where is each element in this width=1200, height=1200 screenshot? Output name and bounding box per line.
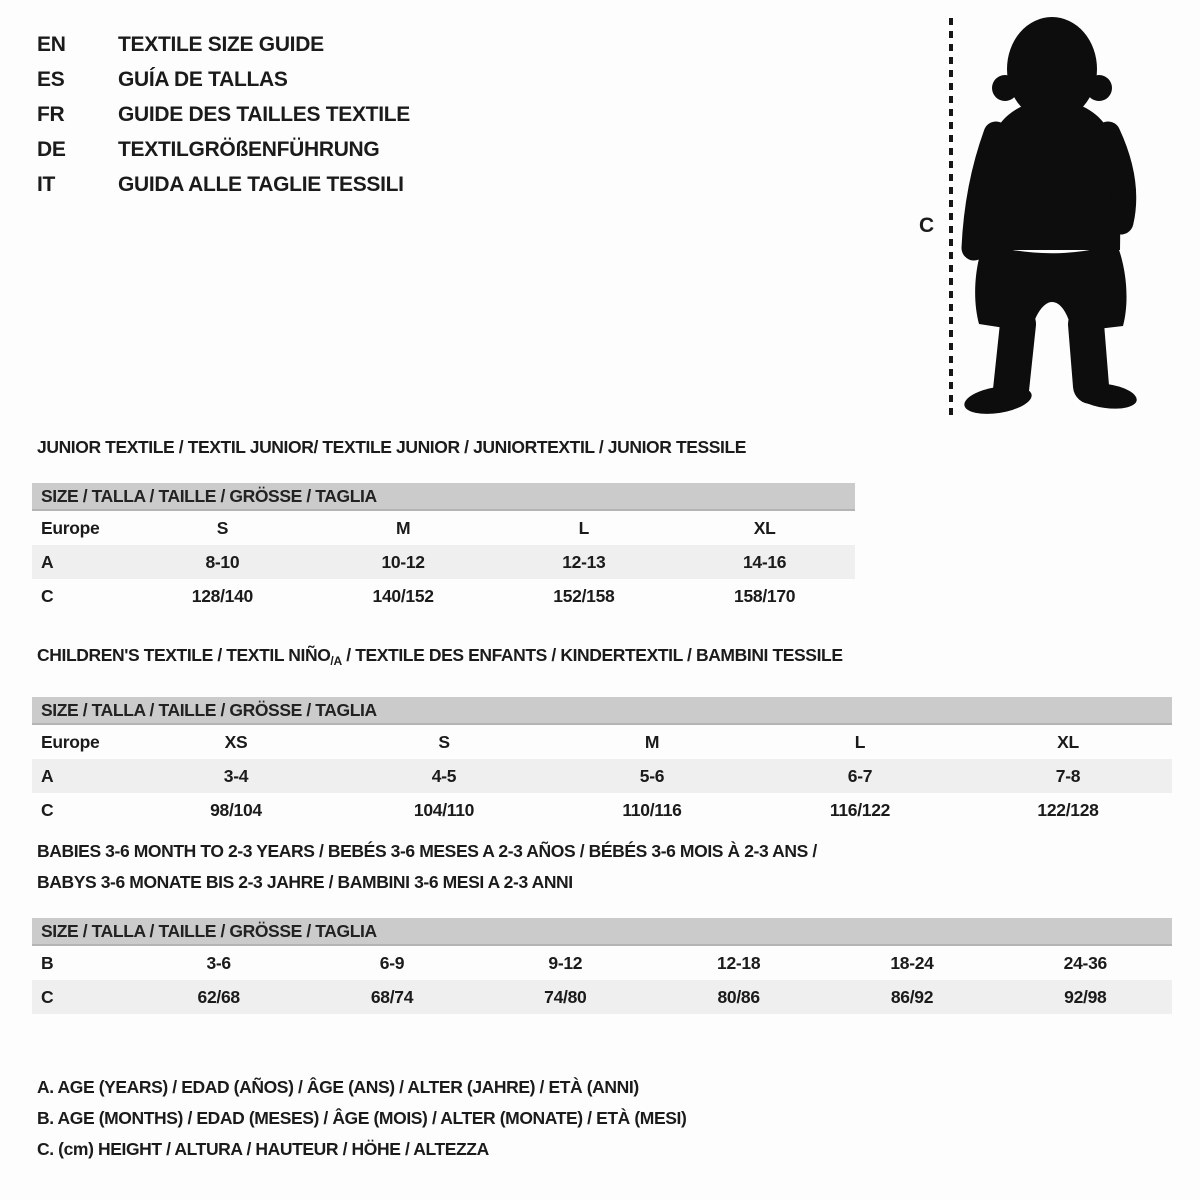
row-label: C [41, 799, 54, 820]
table-row [32, 980, 1172, 1014]
children-textile-section [32, 645, 1172, 827]
cell-value: 7-8 [1055, 765, 1081, 786]
table-row [32, 511, 855, 545]
row-label: A [41, 551, 54, 572]
table-row [32, 725, 1172, 759]
guide-title: GUÍA DE TALLAS [118, 67, 288, 91]
language-title-list [37, 27, 410, 202]
cell-value: 9-12 [548, 952, 583, 973]
cell-value: 6-7 [847, 765, 873, 786]
guide-title: GUIDE DES TAILLES TEXTILE [118, 102, 410, 126]
size-table-header-band [32, 697, 1172, 725]
cell-value: 62/68 [197, 986, 240, 1007]
size-header-label: SIZE / TALLA / TAILLE / GRÖSSE / TAGLIA [41, 699, 377, 720]
language-code: DE [37, 137, 66, 161]
cell-value: 5-6 [639, 765, 665, 786]
babies-section-title-line1: BABIES 3-6 MONTH TO 2-3 YEARS / BEBÉS 3-6 MESES A 2-3 AÑOS / BÉBÉS 3-6 MOIS À 2-3 ANS / [37, 841, 817, 861]
row-label: B [41, 952, 54, 973]
legend-line-b: B. AGE (MONTHS) / EDAD (MESES) / ÂGE (MOIS) / ALTER (MONATE) / ETÀ (MESI) [37, 1108, 687, 1128]
cell-value: L [854, 731, 866, 752]
legend-line-a: A. AGE (YEARS) / EDAD (AÑOS) / ÂGE (ANS) / ALTER (JAHRE) / ETÀ (ANNI) [37, 1077, 639, 1097]
cell-value: 128/140 [191, 585, 253, 606]
cell-value: 8-10 [205, 551, 240, 572]
language-row [37, 132, 410, 167]
junior-table-rows [32, 511, 855, 613]
children-table-rows [32, 725, 1172, 827]
language-code: EN [37, 32, 66, 56]
cell-value: 110/116 [622, 799, 682, 820]
cell-value: 80/86 [717, 986, 760, 1007]
toddler-silhouette-icon [960, 12, 1142, 418]
size-table-header-band [32, 483, 855, 511]
height-measure-label: C [919, 214, 935, 237]
junior-section-title: JUNIOR TEXTILE / TEXTIL JUNIOR/ TEXTILE JUNIOR / JUNIORTEXTIL / JUNIOR TESSILE [37, 437, 747, 457]
cell-value: 3-4 [223, 765, 249, 786]
cell-value: XS [224, 731, 248, 752]
cell-value: 122/128 [1037, 799, 1099, 820]
children-size-table [32, 697, 1172, 827]
guide-title: GUIDA ALLE TAGLIE TESSILI [118, 172, 404, 196]
cell-value: M [644, 731, 660, 752]
babies-size-table [32, 918, 1172, 1014]
row-label: C [41, 986, 54, 1007]
cell-value: 68/74 [370, 986, 414, 1007]
cell-value: L [578, 517, 590, 538]
table-row [32, 579, 855, 613]
children-section-title [37, 645, 1172, 672]
junior-size-table [32, 483, 855, 613]
cell-value: 104/110 [413, 799, 475, 820]
cell-value: 74/80 [544, 986, 587, 1007]
junior-textile-section [32, 437, 855, 613]
cell-value: 158/170 [734, 585, 796, 606]
table-row [32, 793, 1172, 827]
language-code: ES [37, 67, 65, 91]
cell-value: XL [753, 517, 776, 538]
dashed-measure-line [947, 18, 955, 418]
language-row [37, 167, 410, 202]
row-label: Europe [41, 731, 100, 752]
babies-textile-section [32, 841, 1172, 1014]
language-code: FR [37, 102, 65, 126]
cell-value: 92/98 [1064, 986, 1107, 1007]
cell-value: 12-13 [562, 551, 606, 572]
children-title-prefix: CHILDREN'S TEXTILE / TEXTIL NIÑO [37, 645, 331, 665]
size-table-header-band [32, 918, 1172, 946]
cell-value: 4-5 [431, 765, 457, 786]
children-title-subscript: /A [330, 654, 342, 668]
cell-value: M [395, 517, 411, 538]
guide-title: TEXTILGRÖßENFÜHRUNG [118, 137, 380, 161]
cell-value: 3-6 [206, 952, 231, 973]
babies-section-title-line2: BABYS 3-6 MONATE BIS 2-3 JAHRE / BAMBINI 3-6 MESI A 2-3 ANNI [37, 872, 573, 892]
language-row [37, 62, 410, 97]
row-label: A [41, 765, 54, 786]
cell-value: 24-36 [1063, 952, 1107, 973]
language-code: IT [37, 172, 56, 196]
cell-value: 140/152 [372, 585, 434, 606]
legend-line-c: C. (cm) HEIGHT / ALTURA / HAUTEUR / HÖHE / ALTEZZA [37, 1139, 489, 1159]
size-header-label: SIZE / TALLA / TAILLE / GRÖSSE / TAGLIA [41, 920, 377, 941]
row-label: Europe [41, 517, 100, 538]
table-row [32, 759, 1172, 793]
cell-value: 10-12 [381, 551, 425, 572]
size-header-label: SIZE / TALLA / TAILLE / GRÖSSE / TAGLIA [41, 485, 377, 506]
cell-value: XL [1057, 731, 1079, 752]
cell-value: 98/104 [210, 799, 262, 820]
cell-value: 12-18 [717, 952, 761, 973]
cell-value: S [216, 517, 229, 538]
children-title-suffix: / TEXTILE DES ENFANTS / KINDERTEXTIL / BAMBINI TESSILE [341, 645, 843, 665]
cell-value: 86/92 [890, 986, 934, 1007]
cell-value: 18-24 [890, 952, 934, 973]
cell-value: 6-9 [379, 952, 405, 973]
guide-title: TEXTILE SIZE GUIDE [118, 32, 324, 56]
measure-legend [37, 1072, 686, 1165]
cell-value: S [438, 731, 450, 752]
table-row [32, 946, 1172, 980]
language-row [37, 27, 410, 62]
height-measure-figure [905, 10, 1155, 424]
babies-table-rows [32, 946, 1172, 1014]
cell-value: 152/158 [553, 585, 615, 606]
language-row [37, 97, 410, 132]
row-label: C [41, 585, 54, 606]
table-row [32, 545, 855, 579]
cell-value: 14-16 [742, 551, 787, 572]
cell-value: 116/122 [829, 799, 891, 820]
